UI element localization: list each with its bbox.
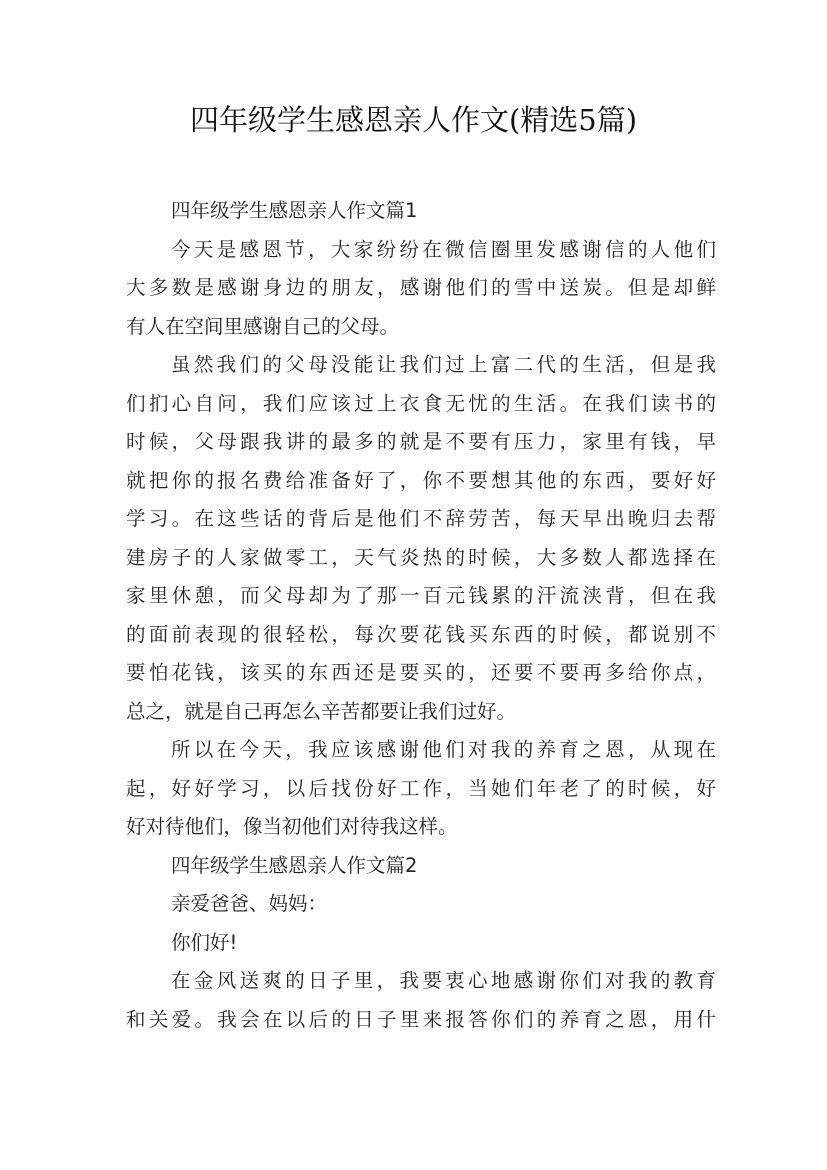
text-line: 的面前表现的很轻松，每次要花钱买东西的时候，都说别不 [126,622,716,646]
text-line: 亲爱爸爸、妈妈： [171,892,328,915]
text-line: 四年级学生感恩亲人作文篇2 [171,853,418,877]
text-line: 们扪心自问，我们应该过上衣食无忧的生活。在我们读书的 [126,391,716,415]
document-title: 四年级学生感恩亲人作文(精选5篇) [189,103,638,137]
text-line: 时候，父母跟我讲的最多的就是不要有压力，家里有钱，早 [126,430,716,453]
text-line: 大多数是感谢身边的朋友，感谢他们的雪中送炭。但是却鲜 [126,276,716,299]
text-line: 家里休憩，而父母却为了那一百元钱累的汗流浃背，但在我 [126,584,716,607]
text-line: 有人在空间里感谢自己的父母。 [126,314,400,338]
text-line: 在金风送爽的日子里，我要衷心地感谢你们对我的教育 [171,969,716,992]
text-line: 今天是感恩节，大家纷纷在微信圈里发感谢信的人他们 [171,237,716,261]
text-line: 学习。在这些话的背后是他们不辞劳苦，每天早出晚归去帮 [126,507,716,530]
text-line: 你们好! [171,930,238,954]
document-body [126,192,716,1039]
text-line: 总之，就是自己再怎么辛苦都要让我们过好。 [126,699,517,723]
text-line: 所以在今天，我应该感谢他们对我的养育之恩，从现在 [171,738,716,761]
text-line: 起，好好学习，以后找份好工作，当她们年老了的时候，好 [126,776,716,800]
text-line: 和关爱。我会在以后的日子里来报答你们的养育之恩，用什 [126,1007,716,1031]
text-line: 虽然我们的父母没能让我们过上富二代的生活，但是我 [171,353,716,376]
text-line: 建房子的人家做零工，天气炎热的时候，大多数人都选择在 [126,545,716,569]
text-line: 要怕花钱，该买的东西还是要买的，还要不要再多给你点， [126,661,716,684]
text-line: 四年级学生感恩亲人作文篇1 [171,199,418,222]
text-line: 就把你的报名费给准备好了，你不要想其他的东西，要好好 [126,468,716,492]
text-line: 好对待他们，像当初他们对待我这样。 [126,815,458,838]
